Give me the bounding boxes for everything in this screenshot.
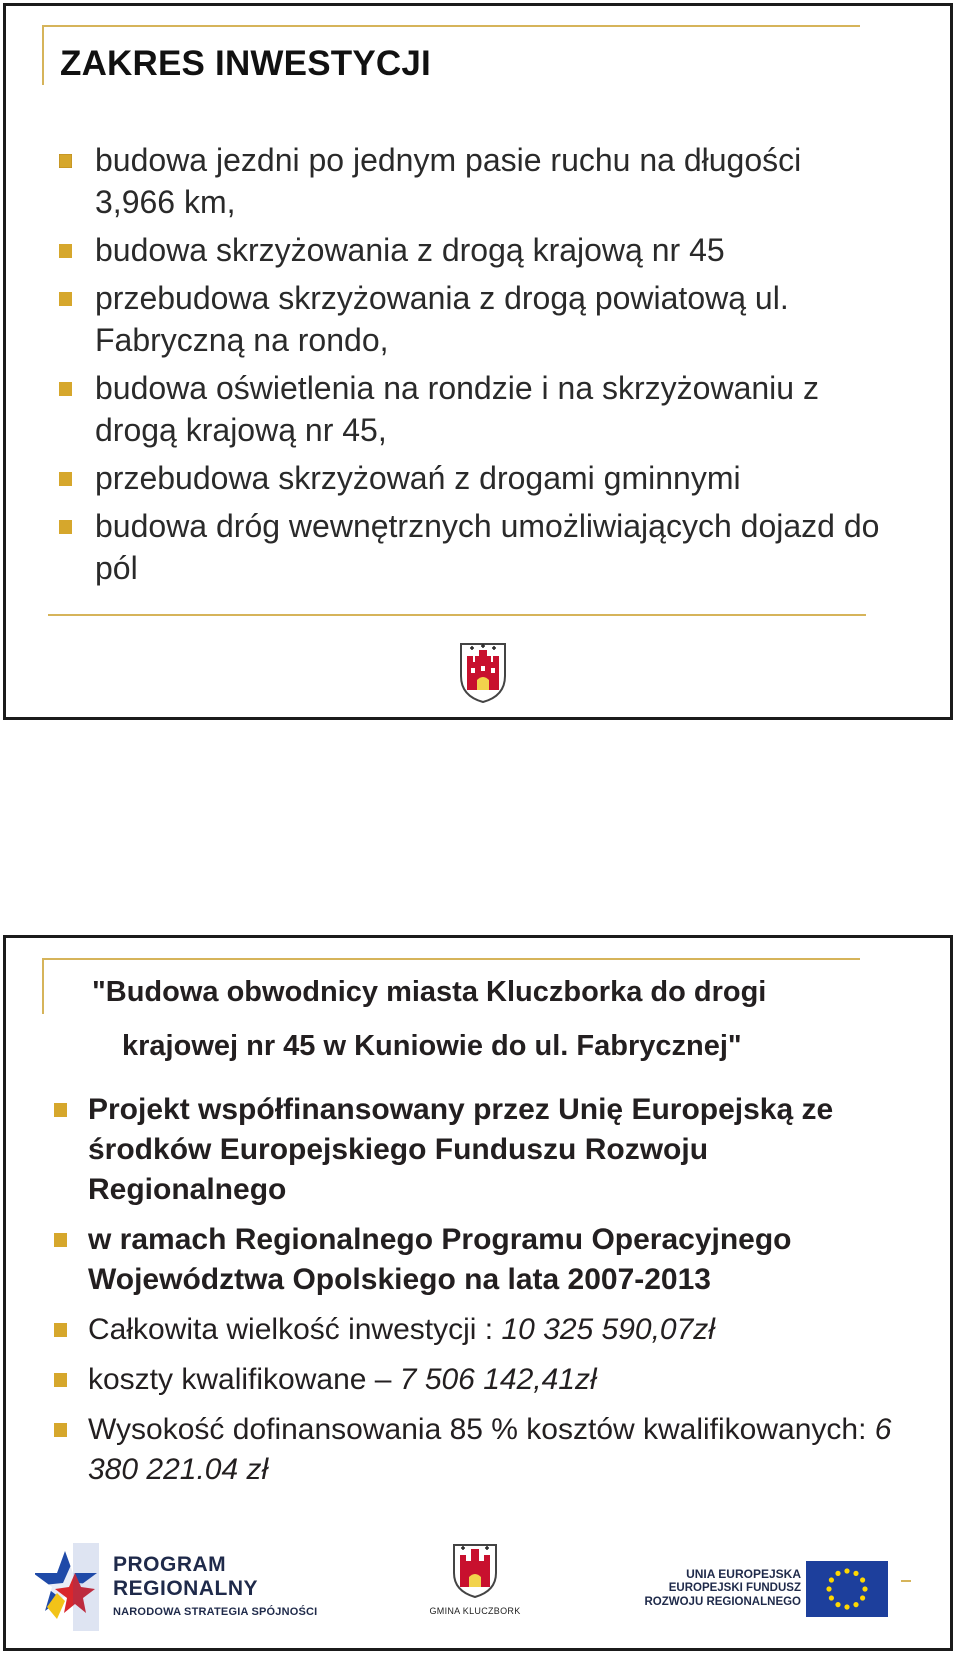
gold-frame-left: [42, 958, 44, 1014]
list-item: [51, 1410, 911, 1490]
eu-text-block: [635, 1567, 801, 1609]
list-item: [57, 505, 887, 589]
slide-investment-scope: [3, 3, 953, 720]
kluczbork-crest-icon: [452, 1543, 498, 1599]
total-cost-label: Całkowita wielkość inwestycji :: [88, 1313, 502, 1346]
project-title: [92, 968, 892, 1070]
list-item: [57, 457, 887, 499]
bullet-square-icon: [54, 1103, 67, 1117]
bullet-square-icon: [54, 1233, 67, 1247]
funding-value: 6 380 221.04 zł: [88, 1413, 892, 1486]
program-text: w ramach Regionalnego Programu Operacyjnego Województwa Opolskiego na lata 2007-2013: [88, 1223, 792, 1296]
eu-line2: EUROPEJSKI FUNDUSZ: [668, 1582, 801, 1594]
program-line1: PROGRAM: [113, 1553, 227, 1576]
total-cost-value: 10 325 590,07zł: [501, 1313, 715, 1346]
bullet-square-icon: [54, 1423, 67, 1437]
eu-fund-logo: [635, 1543, 915, 1633]
list-item: [51, 1220, 911, 1300]
slide-title: ZAKRES INWESTYCJI: [60, 44, 431, 83]
program-line2: REGIONALNY: [113, 1577, 259, 1600]
list-item-text: budowa skrzyżowania z drogą krajową nr 45: [95, 232, 725, 268]
bullet-square-icon: [54, 1323, 67, 1337]
eu-flag-icon: [806, 1561, 888, 1617]
list-item: [57, 139, 887, 223]
gold-frame-left: [42, 25, 44, 85]
list-item-text: przebudowa skrzyżowania z drogą powiatową ul. Fabryczną na rondo,: [95, 280, 789, 358]
eu-line3: ROZWOJU REGIONALNEGO: [644, 1596, 801, 1608]
list-item: [51, 1360, 911, 1400]
bullet-square-icon: [54, 1373, 67, 1387]
eu-line1: UNIA EUROPEJSKA: [686, 1567, 801, 1581]
project-details-list: [51, 1090, 911, 1500]
investment-scope-list: [57, 139, 887, 595]
list-item: [57, 367, 887, 451]
gold-frame-top: [42, 958, 860, 960]
bullet-square-icon: [59, 244, 72, 258]
gold-frame-top: [42, 25, 860, 27]
gold-frame-bottom: [48, 614, 866, 616]
eligible-cost-value: 7 506 142,41zł: [399, 1363, 597, 1396]
cofinancing-text: Projekt współfinansowany przez Unię Europejską ze środków Europejskiego Funduszu Rozwoju Regionalnego: [88, 1093, 834, 1206]
bullet-square-icon: [59, 472, 72, 486]
funding-label: Wysokość dofinansowania 85 % kosztów kwalifikowanych:: [88, 1413, 875, 1446]
list-item-text: budowa jezdni po jednym pasie ruchu na długości 3,966 km,: [95, 142, 802, 220]
list-item: [51, 1090, 911, 1210]
program-regionalny-logo: [35, 1543, 335, 1633]
program-line3: NARODOWA STRATEGIA SPÓJNOŚCI: [113, 1606, 318, 1618]
bullet-square-icon: [59, 382, 72, 396]
list-item-text: budowa oświetlenia na rondzie i na skrzyżowaniu z drogą krajową nr 45,: [95, 370, 819, 448]
list-item-text: budowa dróg wewnętrznych umożliwiających dojazd do pól: [95, 508, 880, 586]
list-item-text: przebudowa skrzyżowań z drogami gminnymi: [95, 460, 741, 496]
program-star-icon: [35, 1543, 111, 1633]
list-item: [51, 1310, 911, 1350]
gold-dash: [901, 1580, 911, 1582]
bullet-square-icon: [59, 292, 72, 306]
program-text-block: [113, 1553, 317, 1619]
bullet-square-icon: [59, 520, 72, 534]
project-title-line1: "Budowa obwodnicy miasta Kluczborka do drogi: [92, 976, 767, 1008]
kluczbork-crest-icon: [459, 642, 507, 709]
bullet-square-icon: [59, 154, 72, 168]
list-item: [57, 277, 887, 361]
list-item: [57, 229, 887, 271]
gmina-kluczbork-logo: [425, 1543, 525, 1633]
gmina-label: GMINA KLUCZBORK: [429, 1606, 521, 1616]
project-title-line2: krajowej nr 45 w Kuniowie do ul. Fabrycznej": [122, 1030, 742, 1062]
eligible-cost-label: koszty kwalifikowane –: [88, 1363, 400, 1396]
